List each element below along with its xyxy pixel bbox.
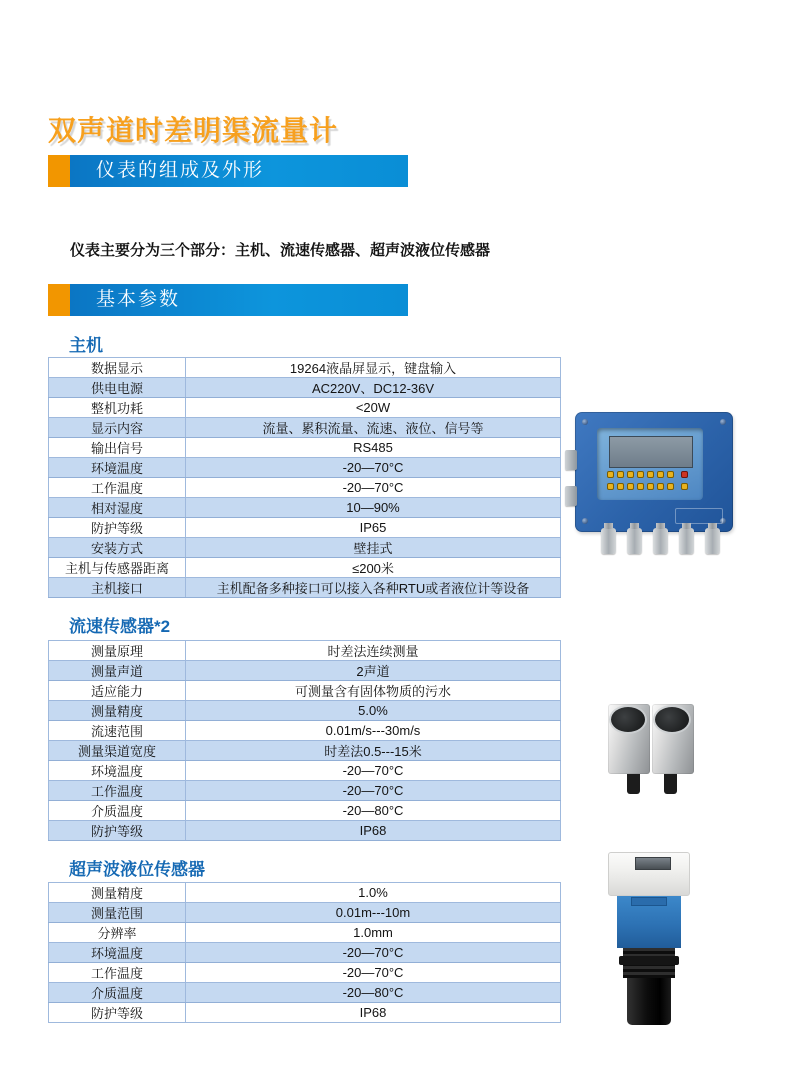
spec-row bbox=[49, 538, 561, 558]
banner-label: 仪表的组成及外形 bbox=[70, 155, 408, 187]
spec-value: RS485 bbox=[186, 438, 561, 458]
spec-value: 1.0mm bbox=[186, 923, 561, 943]
spec-row bbox=[49, 578, 561, 598]
spec-row bbox=[49, 438, 561, 458]
spec-value: -20—70°C bbox=[186, 458, 561, 478]
spec-value: -20—80°C bbox=[186, 983, 561, 1003]
keypad-key bbox=[648, 472, 653, 477]
transducer-cylinder bbox=[627, 978, 671, 1025]
spec-row bbox=[49, 741, 561, 761]
spec-label: 相对湿度 bbox=[49, 498, 186, 518]
spec-row bbox=[49, 801, 561, 821]
cable-gland bbox=[705, 528, 720, 554]
spec-row bbox=[49, 378, 561, 398]
spec-label: 数据显示 bbox=[49, 358, 186, 378]
spec-row bbox=[49, 498, 561, 518]
spec-row bbox=[49, 903, 561, 923]
spec-label: 防护等级 bbox=[49, 1003, 186, 1023]
keypad-key bbox=[608, 472, 613, 477]
front-panel bbox=[597, 428, 703, 500]
spec-label: 显示内容 bbox=[49, 418, 186, 438]
spec-row bbox=[49, 943, 561, 963]
spec-value: 1.0% bbox=[186, 883, 561, 903]
section-banner-composition bbox=[48, 155, 408, 187]
spec-value: -20—80°C bbox=[186, 801, 561, 821]
spec-row bbox=[49, 661, 561, 681]
spec-row bbox=[49, 963, 561, 983]
subsection-heading-main-unit: 主机 bbox=[69, 336, 103, 355]
spec-label: 环境温度 bbox=[49, 761, 186, 781]
sensor-body bbox=[617, 896, 681, 948]
screw-icon bbox=[720, 419, 726, 425]
spec-label: 测量原理 bbox=[49, 641, 186, 661]
lcd-screen bbox=[609, 436, 693, 468]
spec-label: 环境温度 bbox=[49, 943, 186, 963]
spec-label: 测量范围 bbox=[49, 903, 186, 923]
keypad-key bbox=[618, 484, 623, 489]
keypad-key bbox=[608, 484, 613, 489]
lcd-window bbox=[635, 857, 671, 870]
banner-accent-square bbox=[48, 284, 70, 316]
spec-row bbox=[49, 821, 561, 841]
spec-row bbox=[49, 1003, 561, 1023]
main-unit-enclosure bbox=[575, 412, 733, 532]
spec-label: 防护等级 bbox=[49, 821, 186, 841]
cable-gland bbox=[653, 528, 668, 554]
spec-label: 主机接口 bbox=[49, 578, 186, 598]
spec-row bbox=[49, 641, 561, 661]
spec-table-main-unit bbox=[48, 357, 561, 598]
spec-value: 主机配备多种接口可以接入各种RTU或者液位计等设备 bbox=[186, 578, 561, 598]
spec-label: 整机功耗 bbox=[49, 398, 186, 418]
spec-row bbox=[49, 681, 561, 701]
spec-label: 主机与传感器距离 bbox=[49, 558, 186, 578]
spec-row bbox=[49, 518, 561, 538]
spec-row bbox=[49, 983, 561, 1003]
spec-label: 环境温度 bbox=[49, 458, 186, 478]
spec-label: 流速范围 bbox=[49, 721, 186, 741]
keypad-key bbox=[648, 484, 653, 489]
cable-gland bbox=[679, 528, 694, 554]
spec-row bbox=[49, 761, 561, 781]
spec-value: IP68 bbox=[186, 1003, 561, 1023]
spec-label: 介质温度 bbox=[49, 801, 186, 821]
spec-value: -20—70°C bbox=[186, 781, 561, 801]
spec-label: 防护等级 bbox=[49, 518, 186, 538]
spec-label: 供电电源 bbox=[49, 378, 186, 398]
spec-value: 流量、累积流量、流速、液位、信号等 bbox=[186, 418, 561, 438]
spec-value: <20W bbox=[186, 398, 561, 418]
screw-icon bbox=[582, 518, 588, 524]
keypad-key bbox=[638, 472, 643, 477]
keypad-key bbox=[668, 472, 673, 477]
spec-value: 0.01m---10m bbox=[186, 903, 561, 923]
spec-label: 安装方式 bbox=[49, 538, 186, 558]
screw-icon bbox=[582, 419, 588, 425]
keypad-key bbox=[628, 484, 633, 489]
spec-label: 工作温度 bbox=[49, 781, 186, 801]
keypad-key bbox=[628, 472, 633, 477]
spec-label: 测量精度 bbox=[49, 701, 186, 721]
spec-value: AC220V、DC12-36V bbox=[186, 378, 561, 398]
velocity-sensor-photo bbox=[607, 702, 695, 797]
spec-label: 工作温度 bbox=[49, 478, 186, 498]
spec-value: 可测量含有固体物质的污水 bbox=[186, 681, 561, 701]
spec-row bbox=[49, 358, 561, 378]
sensor-cap bbox=[608, 852, 690, 896]
keypad-key bbox=[638, 484, 643, 489]
spec-value: IP68 bbox=[186, 821, 561, 841]
spec-row bbox=[49, 478, 561, 498]
spec-label: 适应能力 bbox=[49, 681, 186, 701]
transducer-block bbox=[652, 704, 694, 774]
spec-value: 0.01m/s---30m/s bbox=[186, 721, 561, 741]
keypad-key bbox=[682, 484, 687, 489]
spec-row bbox=[49, 701, 561, 721]
spec-label: 测量渠道宽度 bbox=[49, 741, 186, 761]
spec-value: 5.0% bbox=[186, 701, 561, 721]
subsection-heading-level-sensor: 超声波液位传感器 bbox=[69, 860, 205, 879]
spec-value: 壁挂式 bbox=[186, 538, 561, 558]
side-connector bbox=[565, 486, 577, 506]
spec-row bbox=[49, 721, 561, 741]
spec-table-level-sensor bbox=[48, 882, 561, 1023]
thread-collar bbox=[619, 956, 679, 965]
spec-value: -20—70°C bbox=[186, 943, 561, 963]
level-sensor-photo bbox=[606, 852, 692, 1025]
main-unit-photo bbox=[563, 402, 745, 564]
spec-row bbox=[49, 781, 561, 801]
spec-value: -20—70°C bbox=[186, 963, 561, 983]
spec-value: 2声道 bbox=[186, 661, 561, 681]
banner-label: 基本参数 bbox=[70, 284, 408, 316]
section-banner-basic-params bbox=[48, 284, 408, 316]
nameplate bbox=[675, 508, 723, 524]
body-tab bbox=[632, 898, 666, 905]
spec-label: 工作温度 bbox=[49, 963, 186, 983]
subsection-heading-velocity-sensor: 流速传感器*2 bbox=[69, 617, 171, 636]
keypad-key-red bbox=[682, 472, 687, 477]
transducer-block bbox=[608, 704, 650, 774]
spec-value: 时差法0.5---15米 bbox=[186, 741, 561, 761]
banner-accent-square bbox=[48, 155, 70, 187]
keypad-key bbox=[658, 472, 663, 477]
spec-value: IP65 bbox=[186, 518, 561, 538]
spec-table-velocity-sensor bbox=[48, 640, 561, 841]
spec-label: 测量声道 bbox=[49, 661, 186, 681]
spec-row bbox=[49, 458, 561, 478]
spec-label: 输出信号 bbox=[49, 438, 186, 458]
spec-value: 19264液晶屏显示，键盘输入 bbox=[186, 358, 561, 378]
spec-value: 时差法连续测量 bbox=[186, 641, 561, 661]
keypad-key bbox=[668, 484, 673, 489]
spec-value: -20—70°C bbox=[186, 761, 561, 781]
keypad-key bbox=[618, 472, 623, 477]
cable-gland bbox=[627, 528, 642, 554]
side-connector bbox=[565, 450, 577, 470]
spec-value: 10—90% bbox=[186, 498, 561, 518]
cable-gland bbox=[601, 528, 616, 554]
spec-label: 分辨率 bbox=[49, 923, 186, 943]
page-title: 双声道时差明渠流量计 bbox=[48, 114, 339, 146]
spec-label: 介质温度 bbox=[49, 983, 186, 1003]
keypad-key bbox=[658, 484, 663, 489]
spec-label: 测量精度 bbox=[49, 883, 186, 903]
spec-value: -20—70°C bbox=[186, 478, 561, 498]
spec-row bbox=[49, 923, 561, 943]
spec-row bbox=[49, 418, 561, 438]
spec-row bbox=[49, 398, 561, 418]
spec-row bbox=[49, 883, 561, 903]
intro-text: 仪表主要分为三个部分：主机、流速传感器、超声波液位传感器 bbox=[70, 242, 491, 259]
spec-value: ≤200米 bbox=[186, 558, 561, 578]
spec-row bbox=[49, 558, 561, 578]
